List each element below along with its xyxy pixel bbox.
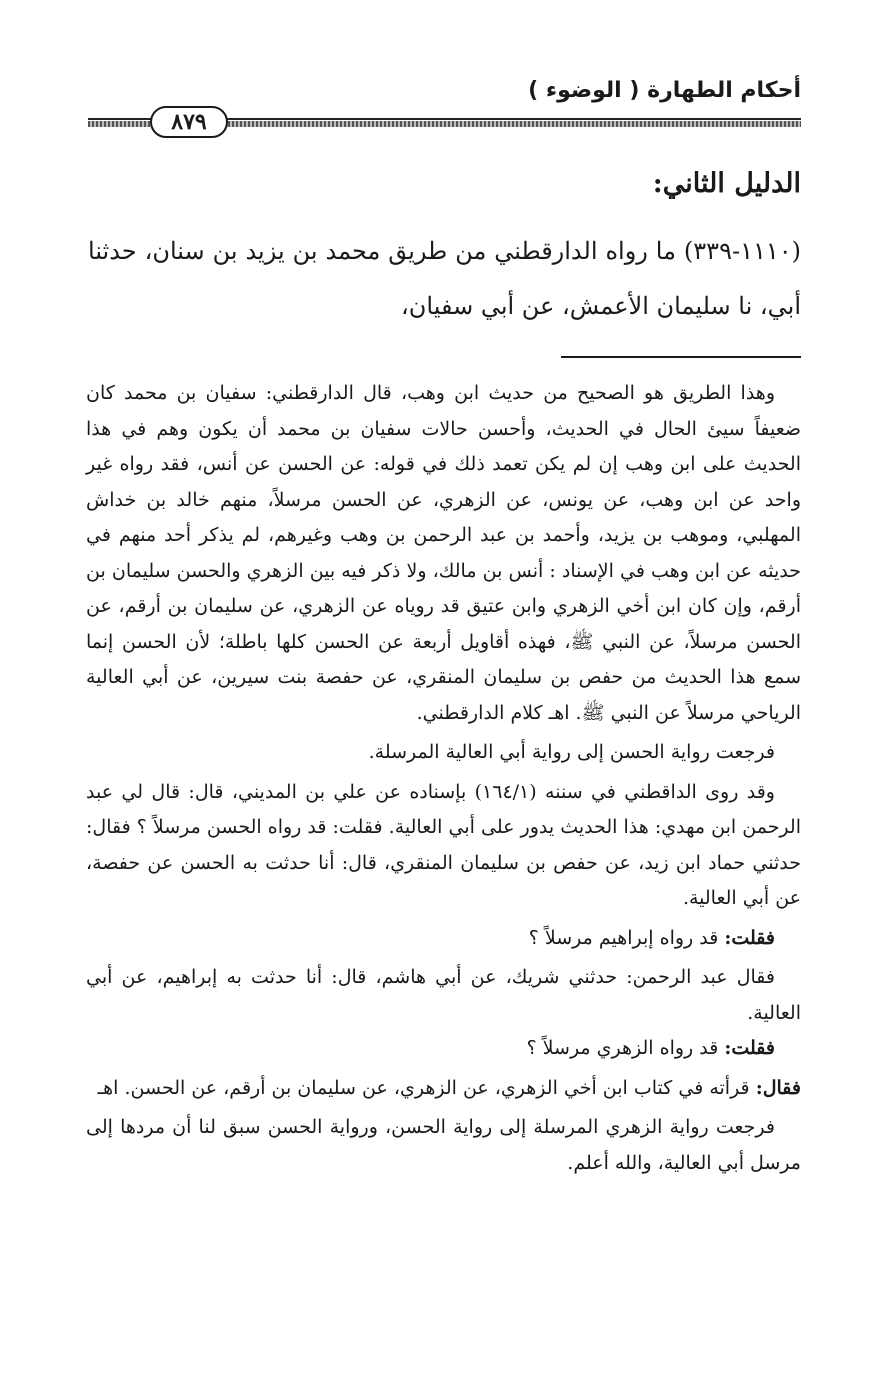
page-number-badge [150, 106, 228, 138]
footnote-paragraph-5: فقال عبد الرحمن: حدثني شريك، عن أبي هاشم، قال: أنا حدثت به إبراهيم، عن أبي العالية. [86, 966, 801, 1024]
footnote-paragraph-8: فرجعت رواية الزهري المرسلة إلى رواية الحسن، ورواية الحسن سبق لنا أن مردها إلى مرسل أبي العالية، والله أعلم. [86, 1116, 801, 1174]
section-heading: الدليل الثاني: [652, 168, 801, 199]
main-paragraph: (١١١٠-٣٣٩) ما رواه الدارقطني من طريق محمد بن يزيد بن سنان، حدثنا أبي، نا سليمان الأعمش، عن أبي سفيان، [88, 237, 801, 320]
footnotes [86, 376, 801, 1181]
question-label: فقلت: [724, 926, 775, 949]
footnote-paragraph-6 [86, 1031, 801, 1067]
question-label: فقلت: [724, 1037, 775, 1059]
footnote-paragraph-7 [86, 1071, 801, 1107]
footnote-paragraph-4 [86, 921, 801, 957]
footnote-paragraph-3: وقد روى الداقطني في سننه (١٦٤/١) بإسناده عن علي بن المديني، قال: قال لي عبد الرحمن ابن مهدي: هذا الحديث يدور على أبي العالية. فقلت: قد رواه الحسن مرسلاً ؟ فقال: حدثني حماد ابن زيد، عن حفص بن سليمان المنقري، قال: أنا حدثت به الحسن عن حفصة، عن أبي العالية. [86, 780, 801, 909]
question-text: قد رواه إبراهيم مرسلاً ؟ [528, 926, 719, 949]
main-text [88, 224, 801, 334]
running-title: أحكام الطهارة ( الوضوء ) [528, 78, 801, 103]
question-text: قد رواه الزهري مرسلاً ؟ [526, 1037, 719, 1059]
footnote-paragraph-2: فرجعت رواية الحسن إلى رواية أبي العالية المرسلة. [368, 741, 775, 763]
answer-label: فقال: [755, 1076, 801, 1099]
footnote-paragraph-1: وهذا الطريق هو الصحيح من حديث ابن وهب، قال الدارقطني: سفيان بن محمد كان ضعيفاً سيئ الحال في الحديث، وأحسن حالات سفيان بن محمد أن يكون وهم في هذا الحديث على ابن وهب إن لم يكن تعمد ذلك في قوله: عن الحسن عن أنس، فقد رواه غير واحد عن ابن وهب، عن يونس، عن الزهري، عن الحسن مرسلاً، منهم خالد بن خداش المهلبي، وموهب بن يزيد، وأحمد بن عبد الرحمن بن وهب وغيرهم، لم يذكر أحد منهم في حديثه عن ابن وهب في الإسناد : أنس بن مالك، ولا ذكر فيه بين الزهري والحسن سليمان بن أرقم، وإن كان ابن أخي الزهري وابن عتيق قد روياه عن الزهري، عن سليمان بن أرقم، عن الحسن مرسلاً، عن النبي ﷺ، فهذه أقاويل أربعة عن الحسن كلها باطلة؛ لأن الحسن إنما سمع هذا الحديث من حفص بن سليمان المنقري، عن حفصة بنت سيرين، عن أبي العالية الرياحي مرسلاً عن النبي ﷺ. اهـ كلام الدارقطني. [86, 382, 802, 724]
footnote-divider [561, 356, 801, 358]
answer-text: قرأته في كتاب ابن أخي الزهري، عن الزهري، عن سليمان بن أرقم، عن الحسن. اهـ [97, 1076, 750, 1099]
page-number: ٨٧٩ [171, 109, 207, 135]
